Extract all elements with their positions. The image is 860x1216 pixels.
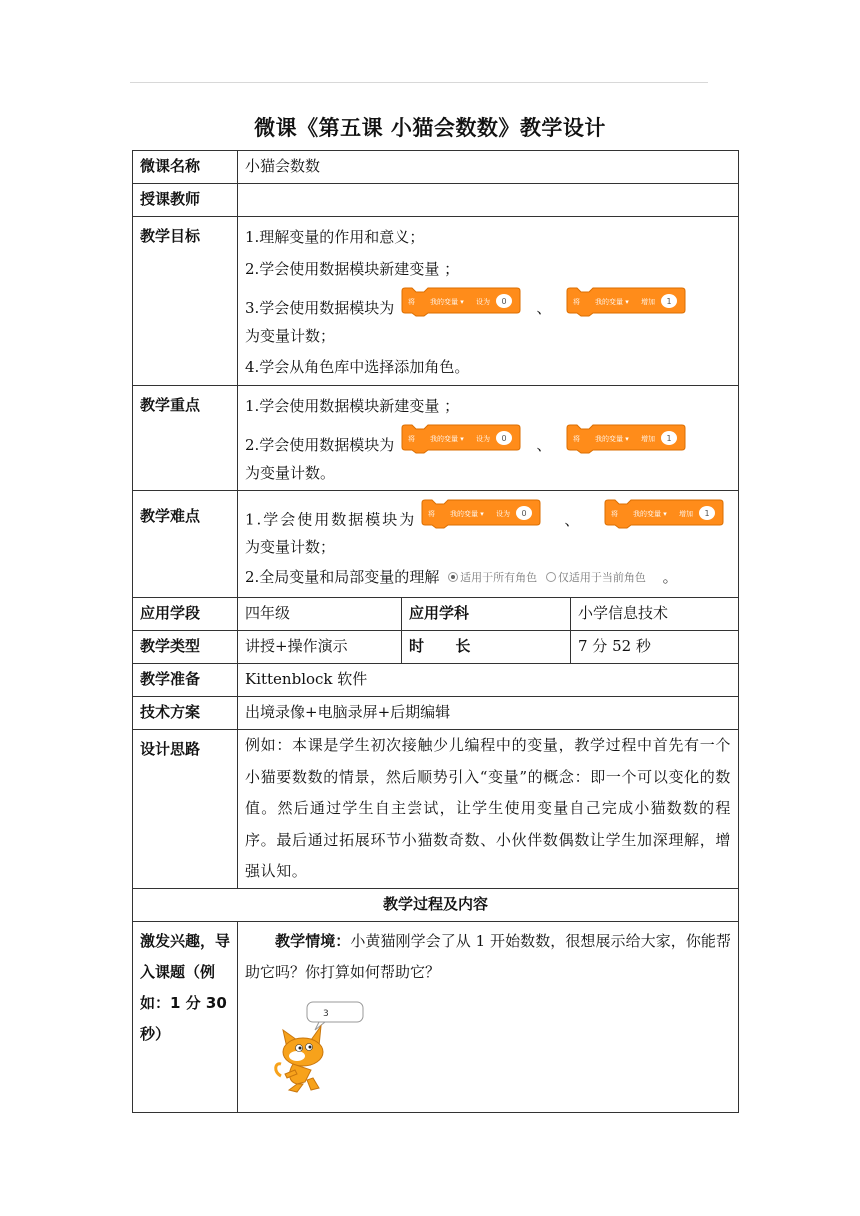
- teacher-label: 授课教师: [133, 184, 238, 217]
- variable-block-shape: [565, 422, 687, 454]
- stage-label: 应用学段: [133, 598, 238, 631]
- tech-label: 技术方案: [133, 697, 238, 730]
- duration-label: 时 长: [402, 631, 571, 664]
- type-value: 讲授+操作演示: [238, 631, 402, 664]
- scratch-cat-illustration: [267, 996, 377, 1096]
- subject-value: 小学信息技术: [571, 598, 739, 631]
- row-process-header: [133, 888, 739, 921]
- difficulty-item: 1.学会使用数据模块为: [245, 510, 417, 529]
- course-name-label: 微课名称: [133, 151, 238, 184]
- block-operator: 增加: [641, 298, 656, 306]
- block-verb: 将: [611, 510, 619, 518]
- bubble-count: 3: [323, 1008, 329, 1019]
- prep-value: Kittenblock 软件: [238, 664, 739, 697]
- process-header: 教学过程及内容: [133, 888, 739, 921]
- block-operator: 增加: [641, 435, 656, 443]
- block-verb: 将: [408, 298, 416, 306]
- row-type: [133, 631, 739, 664]
- block-variable: 我的变量 ▾: [595, 298, 630, 306]
- block-variable: 我的变量 ▾: [450, 510, 485, 518]
- stage-value: 四年级: [238, 598, 402, 631]
- block-operator: 增加: [679, 510, 694, 518]
- situation-text: 小黄猫刚学会了从 1 开始数数，很想展示给大家，你能帮助它吗？你打算如何帮助它？: [245, 931, 731, 981]
- block-verb: 将: [573, 435, 581, 443]
- row-design: [133, 730, 739, 889]
- scope-option-all: 适用于所有角色: [444, 571, 537, 584]
- block-variable: 我的变量 ▾: [430, 298, 465, 306]
- block-operator: 设为: [496, 510, 511, 518]
- block-verb: 将: [573, 298, 581, 306]
- goal-item: 4.学会从角色库中选择添加角色。: [245, 358, 470, 376]
- scope-option-current: 仅适用于当前角色: [542, 571, 646, 584]
- row-intro: [133, 921, 739, 1112]
- header-rule: [130, 82, 708, 83]
- variable-block-shape: [420, 497, 542, 529]
- key-point-item: 为变量计数。: [245, 464, 336, 482]
- row-goals: [133, 217, 739, 386]
- block-number: 0: [501, 297, 507, 306]
- radio-selected-icon: [448, 572, 458, 582]
- comma-separator: 、: [536, 299, 552, 317]
- row-difficulties: [133, 491, 739, 598]
- subject-label: 应用学科: [402, 598, 571, 631]
- block-number: 0: [521, 509, 527, 518]
- row-key-points: [133, 386, 739, 491]
- block-verb: 将: [428, 510, 436, 518]
- block-number: 1: [666, 434, 672, 443]
- goal-item: 1.理解变量的作用和意义；: [245, 228, 425, 246]
- key-points-label: 教学重点: [133, 386, 238, 491]
- row-prep: [133, 664, 739, 697]
- change-variable-block: [565, 285, 687, 333]
- key-point-item: 2.学会使用数据模块为: [245, 436, 395, 454]
- comma-separator: 、: [536, 436, 552, 454]
- design-label: 设计思路: [133, 730, 238, 889]
- block-verb: 将: [408, 435, 416, 443]
- goals-label: 教学目标: [133, 217, 238, 386]
- variable-block-shape: [400, 285, 522, 317]
- difficulties-label: 教学难点: [133, 491, 238, 598]
- block-number: 0: [501, 434, 507, 443]
- set-variable-block: [420, 497, 542, 544]
- block-number: 1: [666, 297, 672, 306]
- change-variable-block: [565, 422, 687, 470]
- variable-block-shape: [565, 285, 687, 317]
- row-course-name: [133, 151, 739, 184]
- intro-label: 激发兴趣，导入课题（例如：1 分 30 秒）: [133, 921, 238, 1112]
- tech-value: 出境录像+电脑录屏+后期编辑: [238, 697, 739, 730]
- comma-separator: 、: [564, 510, 582, 529]
- set-variable-block: [400, 422, 522, 470]
- difficulty-item: 2.全局变量和局部变量的理解: [245, 568, 440, 586]
- block-variable: 我的变量 ▾: [633, 510, 668, 518]
- cat-icon: [276, 1026, 323, 1092]
- block-operator: 设为: [476, 435, 491, 443]
- period-mark: 。: [662, 568, 678, 586]
- block-variable: 我的变量 ▾: [595, 435, 630, 443]
- block-variable: 我的变量 ▾: [430, 435, 465, 443]
- teacher-value: [238, 184, 739, 217]
- lesson-table: [132, 150, 739, 1113]
- goal-item: 为变量计数；: [245, 327, 336, 345]
- row-tech: [133, 697, 739, 730]
- block-number: 1: [704, 509, 710, 518]
- block-operator: 设为: [476, 298, 491, 306]
- difficulty-item: 为变量计数；: [245, 538, 336, 556]
- situation-label: 教学情境：: [275, 931, 351, 950]
- document-title: 微课《第五课 小猫会数数》教学设计: [254, 116, 606, 140]
- key-point-item: 1.学会使用数据模块新建变量 ；: [245, 397, 460, 415]
- change-variable-block: [603, 497, 725, 544]
- duration-value: 7 分 52 秒: [571, 631, 739, 664]
- variable-block-shape: [603, 497, 725, 529]
- design-value: 例如：本课是学生初次接触少儿编程中的变量，教学过程中首先有一个小猫要数数的情景，然后顺势引入“变量”的概念：即一个可以变化的数值。然后通过学生自主尝试，让学生使用变量自己完成小猫数数的程序。最后通过拓展环节小猫数奇数、小伙伴数偶数让学生加深理解，增强认知。: [238, 730, 739, 889]
- row-teacher: [133, 184, 739, 217]
- type-label: 教学类型: [133, 631, 238, 664]
- goal-item: 3.学会使用数据模块为: [245, 299, 395, 317]
- goal-item: 2.学会使用数据模块新建变量 ；: [245, 260, 460, 278]
- course-name-value: 小猫会数数: [238, 151, 739, 184]
- prep-label: 教学准备: [133, 664, 238, 697]
- row-stage: [133, 598, 739, 631]
- set-variable-block: [400, 285, 522, 333]
- speech-bubble: [307, 1002, 363, 1030]
- radio-unselected-icon: [546, 572, 556, 582]
- variable-block-shape: [400, 422, 522, 454]
